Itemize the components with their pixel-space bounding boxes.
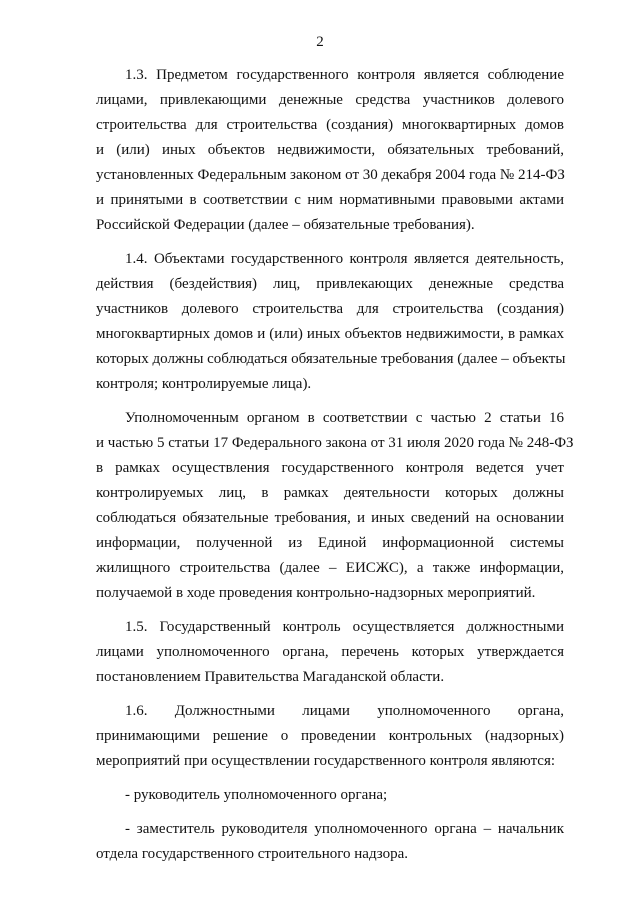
paragraph-p-authorized-body xyxy=(96,406,574,606)
text-line: Российской Федерации (далее – обязательные требования). xyxy=(96,217,475,233)
page-number: 2 xyxy=(316,34,324,50)
text-line: лицами, привлекающими денежные средства участников долевого xyxy=(96,92,564,108)
text-line: и (или) иных объектов недвижимости, обязательных требований, xyxy=(96,142,564,158)
text-line: установленных Федеральным законом от 30 декабря 2004 года № 214-ФЗ xyxy=(96,167,565,183)
paragraph-p-1-4 xyxy=(96,247,564,397)
text-line: соблюдаться обязательные требования, и иных сведений на основании xyxy=(96,510,564,526)
text-line: принимающими решение о проведении контрольных (надзорных) xyxy=(96,728,564,744)
text-line: мероприятий при осуществлении государственного контроля являются: xyxy=(96,753,556,769)
text-line: действия (бездействия) лиц, привлекающих денежные средства xyxy=(96,276,564,292)
paragraph-p-list-2 xyxy=(96,817,564,867)
text-line: 1.4. Объектами государственного контроля является деятельность, xyxy=(125,251,564,267)
text-line: - руководитель уполномоченного органа; xyxy=(125,787,388,803)
text-line: жилищного строительства (далее – ЕИСЖС), а также информации, xyxy=(96,560,564,576)
text-line: 1.5. Государственный контроль осуществляется должностными xyxy=(125,619,564,635)
text-line: Уполномоченным органом в соответствии с частью 2 статьи 16 xyxy=(125,410,564,426)
text-line: 1.6. Должностными лицами уполномоченного органа, xyxy=(125,703,564,719)
text-line: участников долевого строительства для строительства (создания) xyxy=(96,301,564,317)
text-line: 1.3. Предметом государственного контроля является соблюдение xyxy=(125,67,564,83)
text-line: которых должны соблюдаться обязательные требования (далее – объекты xyxy=(96,351,566,367)
text-line: информации, полученной из Единой информационной системы xyxy=(96,535,564,551)
text-line: и принятыми в соответствии с ним нормативными правовыми актами xyxy=(96,192,564,208)
paragraph-p-1-6 xyxy=(96,699,564,774)
paragraph-p-1-5 xyxy=(96,615,564,690)
text-line: отдела государственного строительного надзора. xyxy=(96,846,409,862)
text-line: строительства для строительства (создания) многоквартирных домов xyxy=(96,117,564,133)
text-line: получаемой в ходе проведения контрольно-надзорных мероприятий. xyxy=(96,585,536,601)
text-line: в рамках осуществления государственного контроля ведется учет xyxy=(96,460,564,476)
text-line: контроля; контролируемые лица). xyxy=(96,376,312,392)
text-line: контролируемых лиц, в рамках деятельности которых должны xyxy=(96,485,564,501)
text-line: лицами уполномоченного органа, перечень которых утверждается xyxy=(96,644,564,660)
text-line: - заместитель руководителя уполномоченного органа – начальник xyxy=(125,821,564,837)
document-body xyxy=(96,63,574,876)
paragraph-p-1-3 xyxy=(96,63,564,238)
text-line: и частью 5 статьи 17 Федерального закона от 31 июля 2020 года № 248-ФЗ xyxy=(96,435,574,451)
paragraph-p-list-1 xyxy=(96,783,564,808)
text-line: многоквартирных домов и (или) иных объектов недвижимости, в рамках xyxy=(96,326,564,342)
text-line: постановлением Правительства Магаданской области. xyxy=(96,669,445,685)
